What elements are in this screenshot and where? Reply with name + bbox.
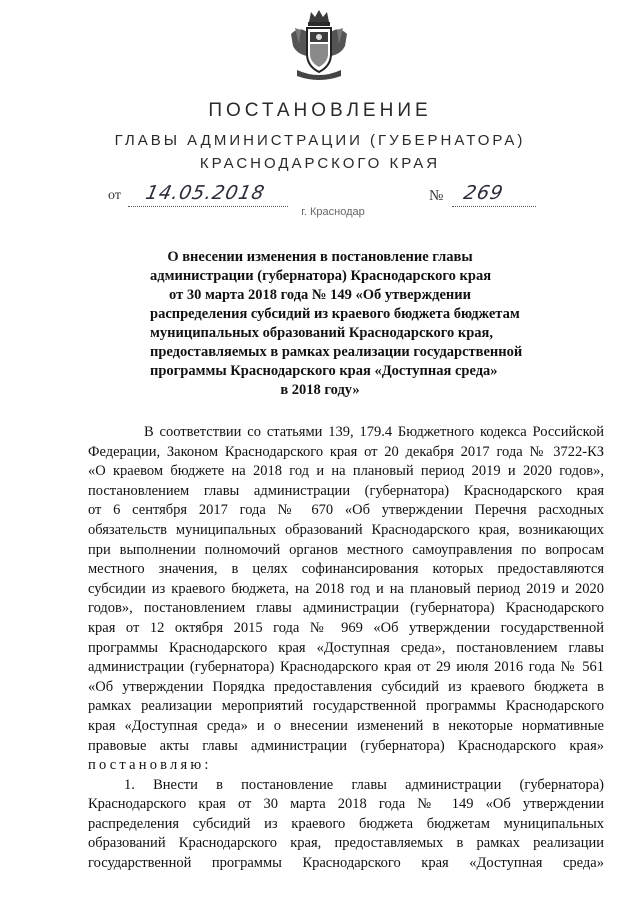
- title-line: в 2018 году»: [280, 382, 360, 398]
- body-line: постановлением главы администрации (губернатора) Краснодарского края: [88, 482, 604, 499]
- body-line: при выполнении полномочий органов местного самоуправления по вопросам: [88, 541, 604, 558]
- body-line: края «Доступная среда» и о внесении изменений в некоторые нормативные: [88, 717, 604, 734]
- number-label: №: [429, 188, 444, 204]
- title-line: распределения субсидий из краевого бюджета бюджетам: [150, 306, 520, 322]
- issuer-heading-line-1: ГЛАВЫ АДМИНИСТРАЦИИ (ГУБЕРНАТОРА): [114, 132, 526, 149]
- body-line: государственной программы Краснодарского края «Доступная среда»: [88, 855, 604, 872]
- body-line: программы Краснодарского края «Доступная среда», постановлением главы: [88, 639, 604, 656]
- body-line: Краснодарского края от 30 марта 2018 года № 149 «Об утверждении: [88, 796, 604, 813]
- date-label: от: [108, 188, 121, 203]
- document-title: [150, 248, 523, 400]
- number-value: 269: [461, 182, 506, 204]
- title-line: программы Краснодарского края «Доступная среда»: [150, 363, 498, 379]
- body-line: правовые акты главы администрации (губернатора) Краснодарского края»: [88, 737, 604, 754]
- document-type-heading: ПОСТАНОВЛЕНИЕ: [208, 100, 432, 121]
- body-line: образований Краснодарского края, предоставляемых в рамках реализации: [88, 835, 604, 852]
- body-line: Федерации, Законом Краснодарского края от 20 декабря 2017 года № 3722-КЗ: [88, 443, 604, 460]
- document-body: [88, 423, 604, 874]
- title-line: муниципальных образований Краснодарского края,: [150, 325, 494, 341]
- body-line: «О краевом бюджете на 2018 год и на плановый период 2019 и 2020 годов»,: [88, 463, 604, 480]
- body-line: субсидии из краевого бюджета, на 2018 год и на плановый период 2019 и 2020: [88, 580, 604, 597]
- city-label: г. Краснодар: [301, 206, 365, 218]
- coat-of-arms-icon: [287, 8, 351, 84]
- body-line: рамках реализации мероприятий государственной программы Краснодарского: [88, 698, 604, 715]
- body-line: годов», постановлением главы администрации (губернатора) Краснодарского: [88, 600, 604, 617]
- title-line: администрации (губернатора) Краснодарского края: [150, 268, 492, 284]
- body-line: распределения субсидий из краевого бюджета бюджетам муниципальных: [88, 815, 604, 832]
- body-line: от 6 сентября 2017 года № 670 «Об утверждении Перечня расходных: [88, 502, 604, 519]
- issuer-heading-line-2: КРАСНОДАРСКОГО КРАЯ: [199, 155, 441, 172]
- body-line: «Об утверждении Порядка предоставления субсидий из краевого бюджета в: [88, 678, 604, 695]
- title-line: О внесении изменения в постановление главы: [167, 249, 473, 265]
- body-line: администрации (губернатора) Краснодарского края от 29 июля 2016 года № 561: [88, 659, 604, 676]
- body-line-resolution: постановляю:: [88, 757, 212, 774]
- title-line: от 30 марта 2018 года № 149 «Об утверждении: [169, 287, 471, 303]
- title-line: предоставляемых в рамках реализации государственной: [150, 344, 523, 360]
- body-line: В соответствии со статьями 139, 179.4 Бюджетного кодекса Российской: [144, 424, 604, 440]
- body-line: местного значения, в целях софинансирования которых предоставляются: [88, 561, 604, 578]
- body-line: обязательств муниципальных образований Краснодарского края, возникающих: [88, 521, 604, 538]
- body-line: 1. Внести в постановление главы администрации (губернатора): [124, 776, 604, 793]
- date-value: 14.05.2018: [143, 182, 268, 204]
- body-line: края от 12 октября 2015 года № 969 «Об утверждении государственной: [88, 619, 604, 636]
